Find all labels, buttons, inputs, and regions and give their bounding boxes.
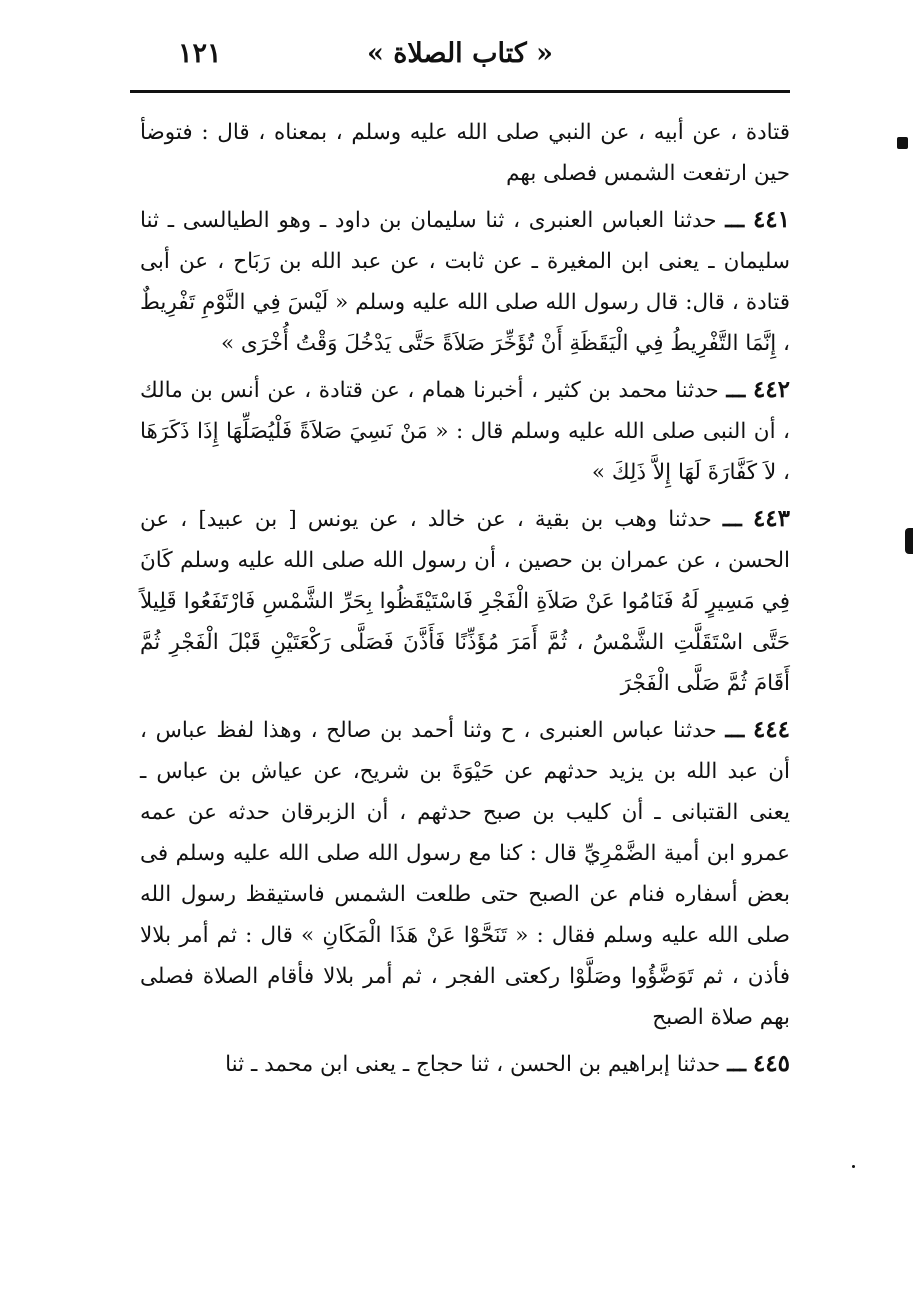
hadith-443: [140, 498, 790, 704]
hadith-text: حدثنا محمد بن كثير ، أخبرنا همام ، عن قتادة ، عن أنس بن مالك ، أن النبى صلى الله عليه وسلم قال : « مَنْ نَسِيَ صَلاَةً فَلْيُصَلِّهَا إِذَا ذَكَرَهَا ، لاَ كَفَّارَةَ لَهَا إِلاَّ ذَلِكَ »: [140, 378, 790, 485]
paragraph-continuation: [140, 112, 790, 194]
hadith-number: ٤٤٢: [752, 376, 790, 403]
margin-ink-mark: [905, 528, 913, 554]
hadith-number: ٤٤٥: [752, 1050, 790, 1077]
hadith-number: ٤٤٣: [752, 505, 790, 532]
hadith-text: حدثنا عباس العنبرى ، ح وثنا أحمد بن صالح ، وهذا لفظ عباس ، أن عبد الله بن يزيد حدثهم عن حَيْوَةَ بن شريح، عن عياش بن عباس ـ يعنى القتبانى ـ أن كليب بن صبح حدثهم ، أن الزبرقان حدثه عن عمه عمرو ابن أمية الضَّمْرِيِّ قال : كنا مع رسول الله صلى الله عليه وسلم فى بعض أسفاره فنام عن الصبح حتى طلعت الشمس فاستيقظ رسول الله صلى الله عليه وسلم فقال : « تَنَحَّوْا عَنْ هَذَا الْمَكَانِ » قال : ثم أمر بلالا فأذن ، ثم تَوَضَّؤُوا وصَلَّوْا ركعتى الفجر ، ثم أمر بلالا فأقام الصلاة فصلى بهم صلاة الصبح: [140, 718, 790, 1030]
hadith-text: حدثنا العباس العنبرى ، ثنا سليمان بن داود ـ وهو الطيالسى ـ ثنا سليمان ـ يعنى ابن المغيرة ـ عن ثابت ، عن عبد الله بن رَبَاح ، عن أبى قتادة ، قال: قال رسول الله صلى الله عليه وسلم « لَيْسَ فِي النَّوْمِ تَفْرِيطٌ ، إِنَّمَا التَّفْرِيطُ فِي الْيَقَظَةِ أَنْ تُؤَخِّرَ صَلاَةً حَتَّى يَدْخُلَ وَقْتُ أُخْرَى »: [140, 208, 790, 356]
margin-ink-mark: [897, 137, 908, 149]
hadith-text: حدثنا إبراهيم بن الحسن ، ثنا حجاج ـ يعنى ابن محمد ـ ثنا: [225, 1052, 721, 1077]
page-number: ١٢١: [178, 38, 222, 69]
hadith-number: ٤٤١: [752, 206, 790, 233]
hadith-445: [140, 1043, 790, 1085]
hadith-text: حدثنا وهب بن بقية ، عن خالد ، عن يونس [ بن عبيد] ، عن الحسن ، عن عمران بن حصين ، أن رسول الله صلى الله عليه وسلم كَانَ فِي مَسِيرٍ لَهُ فَنَامُوا عَنْ صَلاَةِ الْفَجْرِ فَاسْتَيْقَظُوا بِحَرِّ الشَّمْسِ فَارْتَفَعُوا قَلِيلاً حَتَّى اسْتَقَلَّتِ الشَّمْسُ ، ثُمَّ أَمَرَ مُؤَذِّنًا فَأَذَّنَ فَصَلَّى رَكْعَتَيْنِ قَبْلَ الْفَجْرِ ثُمَّ أَقَامَ ثُمَّ صَلَّى الْفَجْرَ: [140, 507, 790, 696]
hadith-dash: ـــ: [725, 208, 745, 233]
chapter-title: « كتاب الصلاة »: [367, 38, 553, 69]
paragraph-text: قتادة ، عن أبيه ، عن النبي صلى الله عليه وسلم ، بمعناه ، قال : فتوضأ حين ارتفعت الشمس فصلى بهم: [140, 120, 790, 186]
hadith-text-body: [140, 112, 790, 1090]
page-header: [130, 32, 790, 92]
ink-speck: [852, 1165, 855, 1168]
hadith-442: [140, 369, 790, 493]
hadith-dash: ـــ: [727, 1052, 747, 1077]
hadith-dash: ـــ: [722, 507, 742, 532]
hadith-dash: ـــ: [725, 718, 745, 743]
hadith-dash: ـــ: [726, 378, 746, 403]
hadith-441: [140, 199, 790, 364]
header-rule: [130, 90, 790, 93]
hadith-444: [140, 709, 790, 1038]
hadith-number: ٤٤٤: [752, 716, 790, 743]
